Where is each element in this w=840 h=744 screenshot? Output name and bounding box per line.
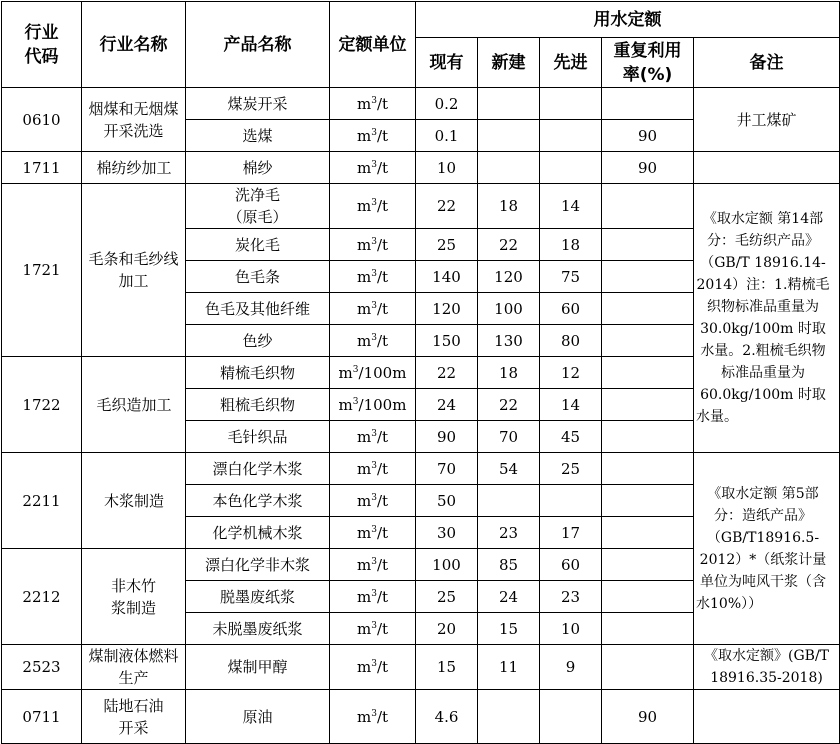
unit-exponent: 3 xyxy=(371,620,377,631)
reuse-rate xyxy=(602,120,694,152)
industry-name-text: 毛条和毛纱线加工 xyxy=(88,250,179,290)
product-name xyxy=(186,485,330,517)
quota-advanced xyxy=(540,453,602,485)
product-name xyxy=(186,453,330,485)
unit-cell xyxy=(330,184,416,229)
unit-base: m xyxy=(356,267,372,286)
quota-current xyxy=(416,293,478,325)
quota-advanced-text: 9 xyxy=(565,658,576,676)
quota-current xyxy=(416,152,478,184)
unit-suffix: /t xyxy=(376,94,389,113)
quota-new xyxy=(478,184,540,229)
reuse-rate xyxy=(602,517,694,549)
quota-advanced xyxy=(540,261,602,293)
quota-new xyxy=(478,613,540,645)
product-name xyxy=(186,184,330,229)
product-name-text: 选煤 xyxy=(242,126,273,145)
table-row xyxy=(2,645,840,690)
industry-code-text: 1722 xyxy=(22,395,61,414)
industry-code xyxy=(2,88,82,152)
quota-new xyxy=(478,645,540,690)
remark-oil xyxy=(694,690,840,744)
quota-advanced-text: 14 xyxy=(560,197,581,215)
header-industry: 行业名称 xyxy=(82,2,186,88)
quota-current-text: 22 xyxy=(436,363,457,382)
product-name-text: 化学机械木浆 xyxy=(212,523,303,542)
unit-cell xyxy=(330,229,416,261)
unit-suffix: /t xyxy=(376,658,389,676)
quota-advanced xyxy=(540,421,602,453)
unit-cell xyxy=(330,453,416,485)
quota-advanced xyxy=(540,645,602,690)
unit-base: m xyxy=(356,658,372,676)
product-name-text: 本色化学木浆 xyxy=(212,491,303,510)
product-name-text: 脱墨废纸浆 xyxy=(219,587,295,606)
product-name xyxy=(186,581,330,613)
unit-exponent: 3 xyxy=(371,708,377,719)
reuse-rate xyxy=(602,581,694,613)
unit-suffix: /t xyxy=(376,331,389,350)
product-name-text: 漂白化学木浆 xyxy=(212,459,303,478)
quota-current-text: 90 xyxy=(436,427,457,446)
reuse-rate-text: 90 xyxy=(637,707,658,726)
quota-current xyxy=(416,613,478,645)
table-row xyxy=(2,453,840,485)
quota-new-text: 18 xyxy=(498,197,519,215)
industry-code-text: 0711 xyxy=(22,707,61,726)
quota-advanced xyxy=(540,184,602,229)
quota-new-text: 18 xyxy=(498,363,519,382)
remark-textile-standard xyxy=(694,184,840,453)
industry-name xyxy=(82,645,186,690)
unit-exponent: 3 xyxy=(371,198,377,208)
quota-new-text: 120 xyxy=(494,267,523,286)
product-name xyxy=(186,645,330,690)
unit-base: m xyxy=(356,619,372,638)
industry-name xyxy=(82,88,186,152)
remark-coal-liquid-standard-text: 《取水定额》(GB/T 18916.35-2018) xyxy=(704,648,830,686)
unit-cell xyxy=(330,293,416,325)
quota-new-text: 23 xyxy=(498,523,519,542)
quota-advanced-text: 12 xyxy=(560,363,581,382)
unit-suffix: /t xyxy=(376,491,389,510)
unit-exponent: 3 xyxy=(371,460,377,471)
quota-new-text: 100 xyxy=(494,299,523,318)
quota-current xyxy=(416,645,478,690)
quota-current-text: 30 xyxy=(436,523,457,542)
industry-name xyxy=(82,549,186,645)
reuse-rate xyxy=(602,613,694,645)
quota-advanced-text: 80 xyxy=(560,331,581,350)
industry-code-text: 1711 xyxy=(22,158,61,177)
quota-current-text: 70 xyxy=(436,459,457,478)
unit-base: m xyxy=(356,459,372,478)
quota-advanced-text: 14 xyxy=(560,395,581,414)
unit-base: m xyxy=(356,197,372,215)
quota-current xyxy=(416,229,478,261)
header-reuse-rate: 重复利用率(%) xyxy=(602,38,694,88)
header-remark: 备注 xyxy=(694,38,840,88)
unit-base: m xyxy=(356,587,372,606)
quota-advanced xyxy=(540,485,602,517)
quota-advanced xyxy=(540,549,602,581)
product-name-text: 毛针织品 xyxy=(227,427,288,446)
quota-current xyxy=(416,357,478,389)
quota-advanced-text: 45 xyxy=(560,427,581,446)
product-name xyxy=(186,389,330,421)
remark-coal-liquid-standard xyxy=(694,645,840,690)
quota-advanced xyxy=(540,325,602,357)
quota-advanced-text: 23 xyxy=(560,587,581,606)
table-row xyxy=(2,152,840,184)
product-name-text: 炭化毛 xyxy=(234,235,280,254)
product-name-text: 色纱 xyxy=(242,331,273,350)
quota-current-text: 140 xyxy=(432,267,461,286)
quota-current-text: 10 xyxy=(436,158,457,177)
unit-exponent: 3 xyxy=(371,159,377,170)
industry-code xyxy=(2,453,82,549)
unit-suffix: /t xyxy=(376,555,389,574)
reuse-rate xyxy=(602,357,694,389)
unit-cell xyxy=(330,325,416,357)
unit-base: m xyxy=(356,158,372,177)
product-name-text: 色毛及其他纤维 xyxy=(204,299,310,318)
quota-new-text: 130 xyxy=(494,331,523,350)
quota-advanced xyxy=(540,690,602,744)
industry-code xyxy=(2,184,82,357)
quota-current-text: 50 xyxy=(436,491,457,510)
industry-code-text: 2523 xyxy=(22,658,61,676)
quota-new xyxy=(478,581,540,613)
product-name xyxy=(186,152,330,184)
quota-current xyxy=(416,184,478,229)
product-name-text: 原油 xyxy=(242,707,273,726)
quota-new xyxy=(478,120,540,152)
header-unit: 定额单位 xyxy=(330,2,416,88)
water-quota-table xyxy=(1,1,840,744)
industry-name-text: 非木竹浆制造 xyxy=(110,576,156,617)
quota-new-text: 24 xyxy=(498,587,519,606)
unit-cell xyxy=(330,88,416,120)
unit-exponent: 3 xyxy=(371,95,377,106)
quota-current-text: 22 xyxy=(436,197,457,215)
product-name xyxy=(186,549,330,581)
industry-code-text: 2211 xyxy=(22,491,61,510)
reuse-rate xyxy=(602,453,694,485)
reuse-rate xyxy=(602,485,694,517)
unit-base: m xyxy=(356,707,372,726)
reuse-rate-text: 90 xyxy=(637,158,658,177)
quota-current xyxy=(416,120,478,152)
unit-cell xyxy=(330,645,416,690)
quota-advanced xyxy=(540,613,602,645)
header-current: 现有 xyxy=(416,38,478,88)
reuse-rate xyxy=(602,389,694,421)
unit-suffix: /t xyxy=(376,158,389,177)
unit-base: m xyxy=(356,235,372,254)
unit-base: m xyxy=(356,427,372,446)
product-name xyxy=(186,517,330,549)
quota-new-text: 11 xyxy=(498,658,519,676)
unit-suffix: /100m xyxy=(358,395,407,414)
unit-suffix: /t xyxy=(376,267,389,286)
quota-advanced xyxy=(540,357,602,389)
product-name-text: 未脱墨废纸浆 xyxy=(212,619,303,638)
quota-advanced xyxy=(540,293,602,325)
quota-advanced-text: 17 xyxy=(560,523,581,542)
quota-new xyxy=(478,229,540,261)
reuse-rate xyxy=(602,229,694,261)
quota-advanced xyxy=(540,88,602,120)
quota-new xyxy=(478,389,540,421)
industry-name xyxy=(82,690,186,744)
quota-new-text: 22 xyxy=(498,235,519,254)
unit-cell xyxy=(330,690,416,744)
unit-base: m xyxy=(356,299,372,318)
unit-suffix: /t xyxy=(376,235,389,254)
product-name-text: 精梳毛织物 xyxy=(219,363,295,382)
industry-name-text: 煤制液体燃料生产 xyxy=(88,647,179,687)
product-name-text: 漂白化学非木浆 xyxy=(204,555,310,574)
industry-code xyxy=(2,152,82,184)
product-name xyxy=(186,88,330,120)
unit-exponent: 3 xyxy=(371,428,377,439)
unit-exponent: 3 xyxy=(371,659,377,669)
unit-cell xyxy=(330,549,416,581)
remark-coal xyxy=(694,88,840,152)
unit-cell xyxy=(330,261,416,293)
reuse-rate xyxy=(602,184,694,229)
industry-name-text: 木浆制造 xyxy=(103,491,164,510)
remark-coal-text: 井工煤矿 xyxy=(736,110,797,129)
industry-name-text: 烟煤和无烟煤开采洗选 xyxy=(88,99,179,140)
unit-cell xyxy=(330,613,416,645)
unit-suffix: /t xyxy=(376,459,389,478)
reuse-rate xyxy=(602,325,694,357)
unit-cell xyxy=(330,421,416,453)
industry-name xyxy=(82,453,186,549)
unit-base: m xyxy=(356,331,372,350)
quota-current-text: 150 xyxy=(432,331,461,350)
quota-new xyxy=(478,549,540,581)
unit-base: m xyxy=(356,94,372,113)
unit-cell xyxy=(330,152,416,184)
quota-new-text: 15 xyxy=(498,619,519,638)
table-row xyxy=(2,690,840,744)
quota-new xyxy=(478,517,540,549)
industry-name-text: 毛织造加工 xyxy=(96,395,172,414)
product-name xyxy=(186,120,330,152)
unit-exponent: 3 xyxy=(371,300,377,311)
reuse-rate xyxy=(602,88,694,120)
reuse-rate xyxy=(602,293,694,325)
unit-exponent: 3 xyxy=(371,524,377,535)
header-water-quota: 用水定额 xyxy=(416,2,840,38)
product-name-text: 棉纱 xyxy=(242,158,273,177)
product-name xyxy=(186,229,330,261)
quota-advanced-text: 18 xyxy=(560,235,581,254)
quota-current-text: 25 xyxy=(436,587,457,606)
unit-exponent: 3 xyxy=(352,396,359,407)
quota-current-text: 4.6 xyxy=(434,707,459,726)
unit-suffix: /t xyxy=(376,427,389,446)
quota-current xyxy=(416,421,478,453)
quota-current xyxy=(416,485,478,517)
quota-new xyxy=(478,325,540,357)
industry-name xyxy=(82,184,186,357)
reuse-rate xyxy=(602,261,694,293)
remark-cotton xyxy=(694,152,840,184)
unit-exponent: 3 xyxy=(352,364,359,375)
reuse-rate xyxy=(602,690,694,744)
quota-advanced-text: 60 xyxy=(560,299,581,318)
unit-suffix: /t xyxy=(376,707,389,726)
product-name xyxy=(186,421,330,453)
unit-cell xyxy=(330,581,416,613)
quota-current xyxy=(416,517,478,549)
industry-name-text: 棉纺纱加工 xyxy=(96,158,172,177)
quota-current-text: 24 xyxy=(436,395,457,414)
quota-new xyxy=(478,485,540,517)
unit-exponent: 3 xyxy=(371,127,377,138)
quota-advanced-text: 25 xyxy=(560,459,581,478)
product-name-text: 煤炭开采 xyxy=(227,94,288,113)
unit-exponent: 3 xyxy=(371,236,377,247)
quota-current xyxy=(416,389,478,421)
quota-new-text: 85 xyxy=(498,555,519,574)
quota-advanced xyxy=(540,581,602,613)
quota-current-text: 0.2 xyxy=(434,94,459,113)
unit-exponent: 3 xyxy=(371,268,377,279)
quota-advanced xyxy=(540,229,602,261)
unit-suffix: /t xyxy=(376,523,389,542)
unit-base: m xyxy=(356,523,372,542)
table-row xyxy=(2,88,840,120)
unit-suffix: /t xyxy=(376,197,389,215)
product-name-text: 粗梳毛织物 xyxy=(219,395,295,414)
product-name xyxy=(186,261,330,293)
quota-advanced xyxy=(540,517,602,549)
unit-cell xyxy=(330,485,416,517)
remark-textile-standard-text: 《取水定额 第14部分：毛纺织产品》（GB/T 18916.14-2014）注：1.精梳毛织物标准品重量为30.0kg/100m 时取水量。2.粗梳毛织物标准品重量为60.0kg/100m 时取水量。 xyxy=(696,211,830,425)
product-name xyxy=(186,690,330,744)
quota-current xyxy=(416,690,478,744)
quota-current-text: 20 xyxy=(436,619,457,638)
reuse-rate xyxy=(602,421,694,453)
unit-suffix: /t xyxy=(376,299,389,318)
unit-base: m xyxy=(356,126,372,145)
quota-current xyxy=(416,325,478,357)
header-code: 行业代码 xyxy=(2,2,82,88)
product-name-text: 洗净毛（原毛） xyxy=(227,186,288,226)
industry-name xyxy=(82,152,186,184)
header-new: 新建 xyxy=(478,38,540,88)
industry-code-text: 0610 xyxy=(22,110,61,129)
quota-new-text: 54 xyxy=(498,459,519,478)
quota-new xyxy=(478,293,540,325)
reuse-rate xyxy=(602,645,694,690)
quota-current-text: 0.1 xyxy=(434,126,459,145)
product-name-text: 色毛条 xyxy=(234,267,280,286)
quota-new xyxy=(478,261,540,293)
quota-new xyxy=(478,357,540,389)
reuse-rate xyxy=(602,549,694,581)
quota-new xyxy=(478,152,540,184)
quota-advanced-text: 10 xyxy=(560,619,581,638)
unit-suffix: /t xyxy=(376,587,389,606)
industry-code-text: 1721 xyxy=(22,261,61,279)
unit-base: m xyxy=(338,395,353,414)
quota-advanced xyxy=(540,389,602,421)
unit-base: m xyxy=(338,363,353,382)
industry-code xyxy=(2,645,82,690)
quota-new xyxy=(478,421,540,453)
quota-current-text: 100 xyxy=(432,555,461,574)
remark-paper-standard xyxy=(694,453,840,645)
unit-base: m xyxy=(356,491,372,510)
product-name xyxy=(186,325,330,357)
unit-suffix: /t xyxy=(376,126,389,145)
quota-new xyxy=(478,88,540,120)
unit-cell xyxy=(330,357,416,389)
product-name xyxy=(186,613,330,645)
industry-code xyxy=(2,357,82,453)
header-advanced: 先进 xyxy=(540,38,602,88)
quota-current xyxy=(416,549,478,581)
quota-new xyxy=(478,453,540,485)
product-name xyxy=(186,357,330,389)
unit-exponent: 3 xyxy=(371,588,377,599)
quota-current xyxy=(416,581,478,613)
remark-paper-standard-text: 《取水定额 第5部分：造纸产品》（GB/T18916.5-2012）*（纸浆计量单位为吨风干浆（含水10%）） xyxy=(696,485,827,612)
product-name xyxy=(186,293,330,325)
unit-exponent: 3 xyxy=(371,556,377,567)
table-row xyxy=(2,184,840,229)
product-name-text: 煤制甲醇 xyxy=(227,658,288,676)
unit-exponent: 3 xyxy=(371,492,377,503)
industry-name-text: 陆地石油开采 xyxy=(103,696,164,737)
quota-current-text: 120 xyxy=(432,299,461,318)
quota-current-text: 15 xyxy=(436,658,457,676)
unit-base: m xyxy=(356,555,372,574)
quota-current xyxy=(416,453,478,485)
industry-code-text: 2212 xyxy=(22,587,61,606)
unit-cell xyxy=(330,517,416,549)
quota-current-text: 25 xyxy=(436,235,457,254)
unit-suffix: /t xyxy=(376,619,389,638)
header-product: 产品名称 xyxy=(186,2,330,88)
unit-cell xyxy=(330,389,416,421)
industry-code xyxy=(2,690,82,744)
quota-advanced-text: 75 xyxy=(560,267,581,286)
reuse-rate-text: 90 xyxy=(637,126,658,145)
quota-new xyxy=(478,690,540,744)
industry-code xyxy=(2,549,82,645)
quota-advanced xyxy=(540,152,602,184)
quota-current xyxy=(416,88,478,120)
unit-suffix: /100m xyxy=(358,363,407,382)
reuse-rate xyxy=(602,152,694,184)
industry-name xyxy=(82,357,186,453)
quota-current xyxy=(416,261,478,293)
quota-new-text: 22 xyxy=(498,395,519,414)
unit-exponent: 3 xyxy=(371,332,377,343)
quota-new-text: 70 xyxy=(498,427,519,446)
unit-cell xyxy=(330,120,416,152)
quota-advanced-text: 60 xyxy=(560,555,581,574)
quota-advanced xyxy=(540,120,602,152)
